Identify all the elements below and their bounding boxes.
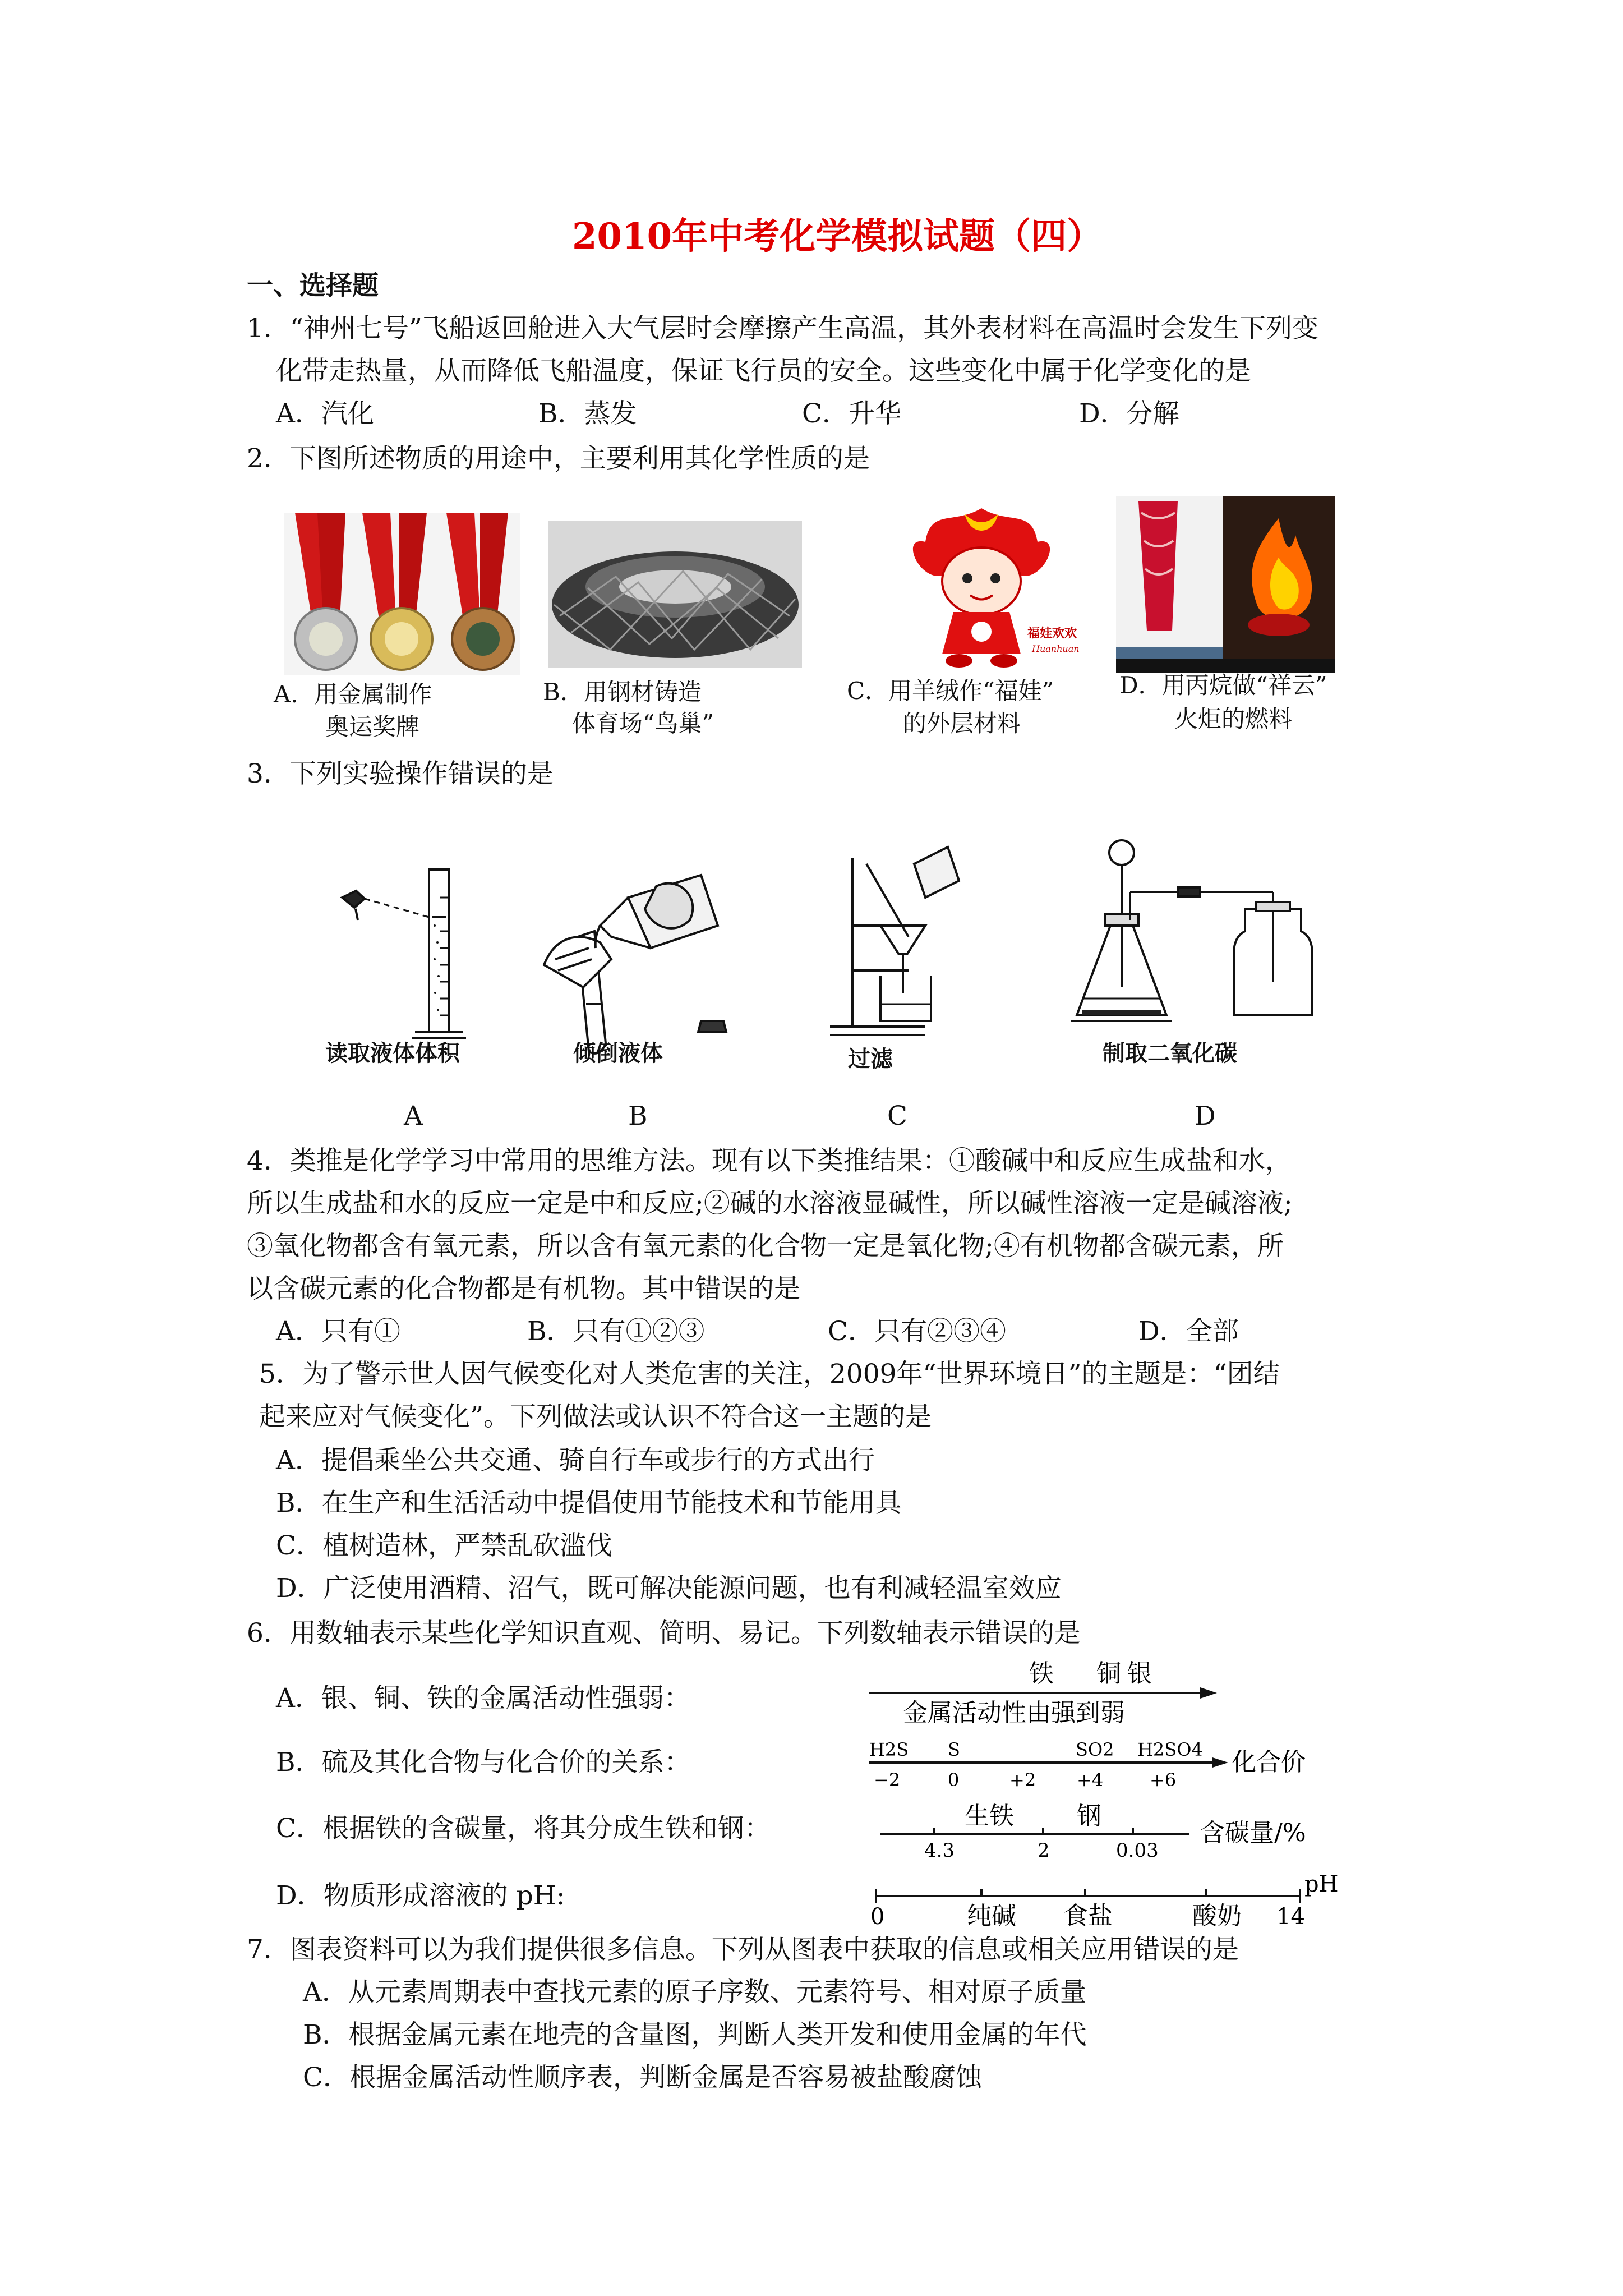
q7-option-a: A．从元素周期表中查找元素的原子序数、元素符号、相对原子质量 <box>303 1977 1086 2008</box>
q1-option-a: A．汽化 <box>276 398 374 429</box>
q7-option-c: C．根据金属活动性顺序表，判断金属是否容易被盐酸腐蚀 <box>303 2062 982 2093</box>
q2-caption-d-line2: 火炬的燃料 <box>1174 705 1293 733</box>
q6-option-a: A．银、铜、铁的金属活动性强弱： <box>276 1683 690 1714</box>
q3-option-b: B <box>628 1101 648 1131</box>
q5-option-c: C．植树造林，严禁乱砍滥伐 <box>276 1530 612 1561</box>
q1-line2: 化带走热量，从而降低飞船温度，保证飞行员的安全。这些变化中属于化学变化的是 <box>276 356 1251 386</box>
q3-figure-label-d: 制取二氧化碳 <box>1103 1040 1237 1066</box>
axis-b-tick-plus6: +6 <box>1150 1769 1177 1791</box>
q6-option-b: B．硫及其化合物与化合价的关系： <box>276 1747 691 1778</box>
q3-option-a: A <box>404 1101 423 1131</box>
q2-caption-c-line2: 的外层材料 <box>903 710 1021 737</box>
axis-a-metal-activity <box>869 1655 1228 1733</box>
q2-stem: 2．下图所述物质的用途中，主要利用其化学性质的是 <box>247 443 870 474</box>
q4-line1: 4．类推是化学学习中常用的思维方法。现有以下类推结果：①酸碱中和反应生成盐和水， <box>247 1145 1292 1176</box>
q4-line3: ③氧化物都含有氧元素，所以含有氧元素的化合物一定是氧化物;④有机物都含碳元素，所 <box>247 1231 1284 1262</box>
axis-b-species-s: S <box>948 1739 960 1760</box>
q7-stem: 7．图表资料可以为我们提供很多信息。下列从图表中获取的信息或相关应用错误的是 <box>247 1934 1239 1965</box>
q4-option-a: A．只有① <box>276 1316 400 1347</box>
q4-option-c: C．只有②③④ <box>828 1316 1006 1347</box>
mascot-name-en: Huanhuan <box>1032 643 1080 654</box>
q3-figure-label-c: 过滤 <box>848 1046 893 1072</box>
axis-b-species-h2s: H2S <box>869 1739 909 1760</box>
axis-d-end: 14 <box>1276 1904 1305 1930</box>
axis-d-label-salt: 食盐 <box>1063 1902 1113 1930</box>
q3-option-d: D <box>1195 1101 1216 1131</box>
axis-b-species-h2so4: H2SO4 <box>1137 1739 1203 1760</box>
axis-b-caption: 化合价 <box>1232 1748 1306 1777</box>
q3-option-c: C <box>887 1101 907 1131</box>
axis-b-tick-plus2: +2 <box>1009 1769 1036 1791</box>
q3-figure-label-b: 倾倒液体 <box>573 1040 663 1066</box>
axis-a-label-ag: 银 <box>1127 1659 1152 1688</box>
axis-d-label-yogurt: 酸奶 <box>1192 1902 1242 1930</box>
q4-line2: 所以生成盐和水的反应一定是中和反应;②碱的水溶液显碱性，所以碱性溶液一定是碱溶液; <box>247 1188 1293 1219</box>
axis-d-ph-scale <box>869 1868 1340 1941</box>
q5-line2: 起来应对气候变化”。下列做法或认识不符合这一主题的是 <box>259 1401 932 1432</box>
q7-option-b: B．根据金属元素在地壳的含量图，判断人类开发和使用金属的年代 <box>303 2019 1087 2050</box>
axis-a-label-fe: 铁 <box>1029 1659 1054 1688</box>
fuwa-mascot-image <box>880 503 1082 671</box>
axis-c-carbon-content <box>875 1801 1324 1874</box>
q1-line1: 1．“神州七号”飞船返回舱进入大气层时会摩擦产生高温，其外表材料在高温时会发生下列变 <box>247 313 1318 344</box>
axis-a-label-cu: 铜 <box>1096 1659 1121 1688</box>
q6-option-d: D．物质形成溶液的 pH: <box>276 1880 565 1911</box>
axis-c-caption: 含碳量/% <box>1200 1819 1306 1847</box>
q4-option-d: D．全部 <box>1138 1316 1239 1347</box>
axis-c-tick-43: 4.3 <box>924 1839 955 1862</box>
axis-c-region-pig-iron: 生铁 <box>965 1802 1014 1830</box>
axis-b-valence <box>869 1733 1329 1806</box>
axis-d-unit: pH <box>1304 1871 1339 1897</box>
q1-option-b: B．蒸发 <box>538 398 637 429</box>
q5-option-a: A．提倡乘坐公共交通、骑自行车或步行的方式出行 <box>276 1445 875 1476</box>
axis-c-region-steel: 钢 <box>1077 1802 1101 1830</box>
q2-caption-d-line1: D．用丙烷做“祥云” <box>1119 671 1327 699</box>
q2-caption-a-line1: A．用金属制作 <box>274 680 432 708</box>
section-heading: 一、选择题 <box>247 270 379 301</box>
q4-option-b: B．只有①②③ <box>527 1316 705 1347</box>
axis-b-tick-minus2: −2 <box>874 1769 901 1791</box>
q6-option-c: C．根据铁的含碳量，将其分成生铁和钢： <box>276 1813 771 1844</box>
q1-option-d: D．分解 <box>1079 398 1179 429</box>
mascot-name-cn: 福娃欢欢 <box>1027 626 1077 641</box>
axis-b-tick-0: 0 <box>948 1769 960 1791</box>
axis-b-tick-plus4: +4 <box>1077 1769 1104 1791</box>
axis-d-label-soda: 纯碱 <box>967 1902 1016 1930</box>
co2-preparation-figure <box>1066 830 1324 1055</box>
q5-line1: 5．为了警示世人因气候变化对人类危害的关注，2009年“世界环境日”的主题是：“团结 <box>259 1359 1280 1389</box>
axis-a-caption: 金属活动性由强到弱 <box>903 1699 1125 1727</box>
birds-nest-stadium-image <box>548 521 802 668</box>
q2-caption-b-line1: B．用钢材铸造 <box>543 678 702 706</box>
q5-option-d: D．广泛使用酒精、沼气，既可解决能源问题，也有利减轻温室效应 <box>276 1573 1062 1604</box>
q2-caption-a-line2: 奥运奖牌 <box>325 713 420 740</box>
q2-caption-c-line1: C．用羊绒作“福娃” <box>847 677 1054 705</box>
axis-b-species-so2: SO2 <box>1076 1739 1114 1760</box>
q2-caption-b-line2: 体育场“鸟巢” <box>572 710 714 737</box>
filtration-figure <box>824 841 981 1066</box>
torch-flame-image <box>1116 496 1335 673</box>
axis-c-tick-2: 2 <box>1038 1839 1050 1862</box>
q3-figure-label-a: 读取液体体积 <box>325 1040 460 1066</box>
olympic-medals-image <box>284 513 520 675</box>
q5-option-b: B．在生产和生活活动中提倡使用节能技术和节能用具 <box>276 1488 902 1519</box>
page-title: 2010年中考化学模拟试题（四） <box>572 215 1103 257</box>
axis-c-tick-003: 0.03 <box>1116 1839 1159 1862</box>
q3-stem: 3．下列实验操作错误的是 <box>247 758 554 789</box>
axis-d-start: 0 <box>870 1904 885 1930</box>
q4-line4: 以含碳元素的化合物都是有机物。其中错误的是 <box>247 1273 800 1304</box>
q1-option-c: C．升华 <box>802 398 901 429</box>
q6-stem: 6．用数轴表示某些化学知识直观、简明、易记。下列数轴表示错误的是 <box>247 1618 1081 1649</box>
